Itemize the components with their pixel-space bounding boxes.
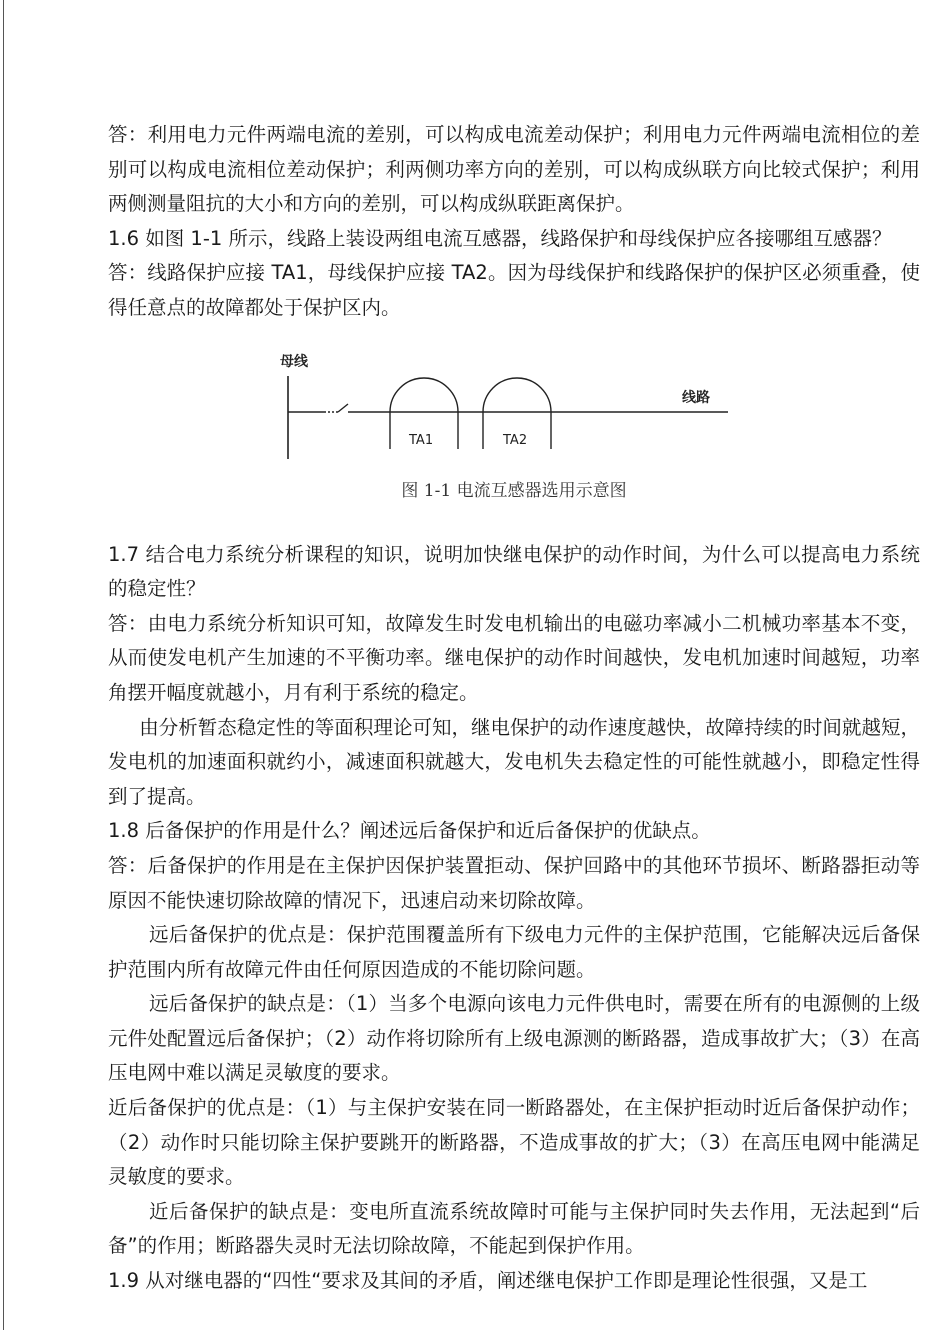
answer-1-7: 答：由电力系统分析知识可知，故障发生时发电机输出的电磁功率减小二机械功率基本不变，从而使发电机产生加速的不平衡功率。继电保护的动作时间越快，发电机加速时间越短，功率角摆开幅度就越小，月有利于系统的稳定。 <box>108 611 920 704</box>
answer-1-6: 答：线路保护应接 TA1，母线保护应接 TA2。因为母线保护和线路保护的保护区必须重叠，使得任意点的故障都处于保护区内。 <box>108 261 920 319</box>
figure-caption: 图 1-1 电流互感器选用示意图 <box>401 480 627 501</box>
question-1-8: 1.8 后备保护的作用是什么？阐述远后备保护和近后备保护的优缺点。 <box>108 819 711 843</box>
local-backup-advantages: 近后备保护的优点是：（1）与主保护安装在同一断路器处，在主保护拒动时近后备保护动作；（2）动作时只能切除主保护要跳开的断路器，不造成事故的扩大；（3）在高压电网中能满足灵敏度的要求。 <box>108 1096 920 1189</box>
figure-1-1 <box>108 326 920 538</box>
ta2-label: TA2 <box>503 432 528 448</box>
answer-1-8: 答：后备保护的作用是在主保护因保护装置拒动、保护回路中的其他环节损坏、断路器拒动等原因不能快速切除故障的情况下，迅速启动来切除故障。 <box>108 853 920 912</box>
line-label: 线路 <box>682 389 710 406</box>
question-1-6: 1.6 如图 1-1 所示，线路上装设两组电流互感器，线路保护和母线保护应各接哪组互感器？ <box>108 226 892 250</box>
answer-1-5: 答：利用电力元件两端电流的差别，可以构成电流差动保护；利用电力元件两端电流相位的差别可以构成电流相位差动保护；利两侧功率方向的差别，可以构成纵联方向比较式保护；利用两侧测量阻抗的大小和方向的差别，可以构成纵联距离保护。 <box>108 123 920 216</box>
answer-1-7-continued: 由分析暂态稳定性的等面积理论可知，继电保护的动作速度越快，故障持续的时间就越短，发电机的加速面积就约小，减速面积就越大，发电机失去稳定性的可能性就越小，即稳定性得到了提高。 <box>108 715 920 808</box>
question-1-9: 1.9 从对继电器的“四性“要求及其间的矛盾，阐述继电保护工作即是理论性很强，又是工 <box>108 1269 868 1293</box>
remote-backup-disadvantages: 远后备保护的缺点是：（1）当多个电源向该电力元件供电时，需要在所有的电源侧的上级元件处配置远后备保护；（2）动作将切除所有上级电源测的断路器，造成事故扩大；（3）在高压电网中难以满足灵敏度的要求。 <box>108 992 920 1085</box>
page-left-edge-line <box>3 0 4 1330</box>
remote-backup-advantages: 远后备保护的优点是：保护范围覆盖所有下级电力元件的主保护范围，它能解决远后备保护范围内所有故障元件由任何原因造成的不能切除问题。 <box>108 923 920 981</box>
busbar-label: 母线 <box>280 353 308 370</box>
breaker-blade <box>338 404 348 412</box>
document-page <box>108 118 920 1299</box>
ta1-label: TA1 <box>409 432 434 448</box>
question-1-7: 1.7 结合电力系统分析课程的知识，说明加快继电保护的动作时间，为什么可以提高电力系统的稳定性？ <box>108 542 920 601</box>
current-transformer-diagram <box>278 344 748 474</box>
local-backup-disadvantages: 近后备保护的缺点是：变电所直流系统故障时可能与主保护同时失去作用，无法起到“后备”的作用；断路器失灵时无法切除故障，不能起到保护作用。 <box>108 1199 920 1258</box>
